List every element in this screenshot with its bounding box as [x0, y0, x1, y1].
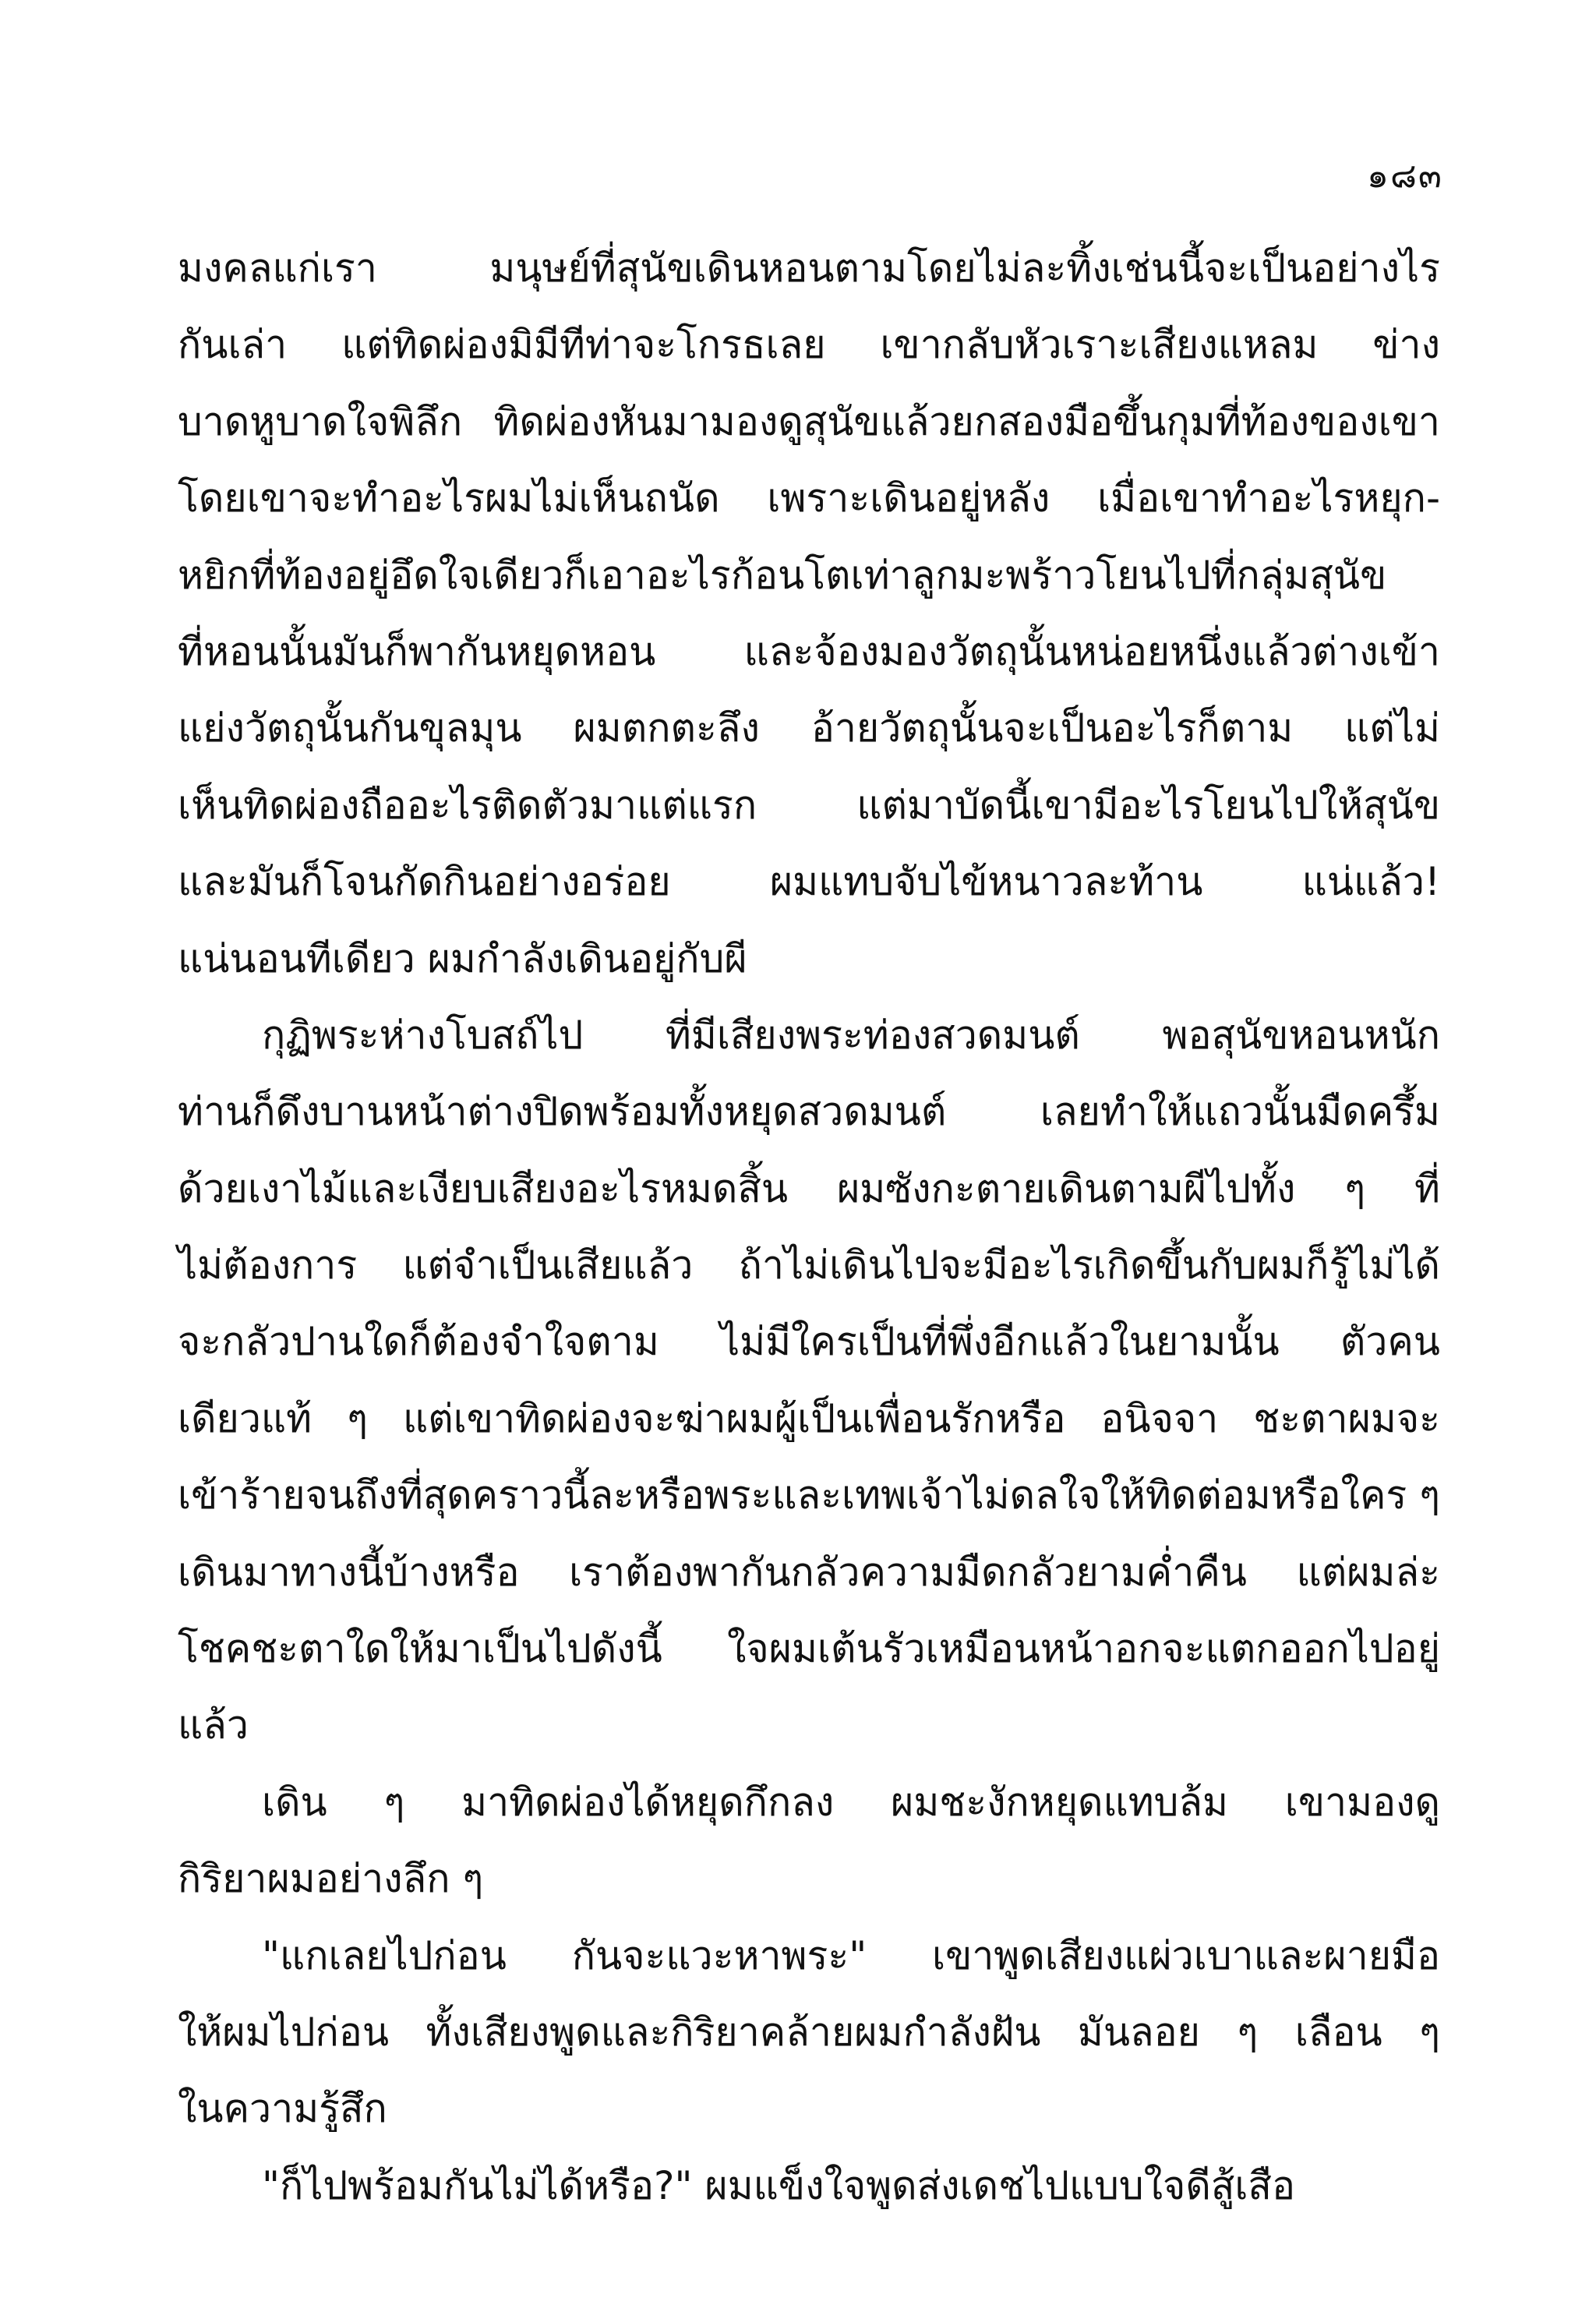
dialogue-line: "แกเลยไปก่อน กันจะแวะหาพระ" เขาพูดเสียงแผ่วเบาและผายมือ [262, 1932, 1440, 1978]
text-line: กิริยาผมอย่างลึก ๆ [178, 1856, 484, 1902]
text-line: แย่งวัตถุนั้นกันขุลมุน ผมตกตะลึง อ้ายวัตถุนั้นจะเป็นอะไรก็ตาม แต่ไม่ [178, 705, 1440, 751]
text-line: เดียวแท้ ๆ แต่เขาทิดผ่องจะฆ่าผมผู้เป็นเพื่อนรักหรือ อนิจจา ชะตาผมจะ [178, 1395, 1440, 1441]
body-text [178, 230, 1440, 2224]
dialogue-line: "ก็ไปพร้อมกันไม่ได้หรือ?" ผมแข็งใจพูดส่งเดชไปแบบใจดีสู้เสือ [262, 2162, 1295, 2208]
text-line: ไม่ต้องการ แต่จำเป็นเสียแล้ว ถ้าไม่เดินไปจะมีอะไรเกิดขึ้นกับผมก็รู้ไม่ได้ [178, 1243, 1440, 1289]
text-line: เดินมาทางนี้บ้างหรือ เราต้องพากันกลัวความมืดกลัวยามค่ำคืน แต่ผมล่ะ [178, 1549, 1440, 1595]
text-line: บาดหูบาดใจพิลึก ทิดผ่องหันมามองดูสุนัขแล้วยกสองมือขึ้นกุมที่ท้องของเขา [178, 398, 1440, 444]
text-line: หยิกที่ท้องอยู่อึดใจเดียวก็เอาอะไรก้อนโตเท่าลูกมะพร้าวโยนไปที่กลุ่มสุนัข [178, 552, 1387, 598]
text-line: โชคชะตาใดให้มาเป็นไปดังนี้ ใจผมเต้นรัวเหมือนหน้าอกจะแตกออกไปอยู่ [178, 1626, 1440, 1672]
text-line: ในความรู้สึก [178, 2086, 387, 2132]
text-line: แล้ว [178, 1702, 249, 1748]
text-line: แน่นอนทีเดียว ผมกำลังเดินอยู่กับผี [178, 935, 747, 981]
paragraph-first-line: เดิน ๆ มาทิดผ่องได้หยุดกึกลง ผมชะงักหยุดแทบล้ม เขามองดู [262, 1779, 1440, 1825]
text-line: จะกลัวปานใดก็ต้องจำใจตาม ไม่มีใครเป็นที่พึ่งอีกแล้วในยามนั้น ตัวคน [178, 1319, 1440, 1365]
text-line: และมันก็โจนกัดกินอย่างอร่อย ผมแทบจับไข้หนาวละท้าน แน่แล้ว! [178, 859, 1440, 905]
text-line: กันเล่า แต่ทิดผ่องมิมีทีท่าจะโกรธเลย เขากลับหัวเราะเสียงแหลม ข่าง [178, 322, 1440, 368]
text-line: เข้าร้ายจนถึงที่สุดคราวนี้ละหรือพระและเทพเจ้าไม่ดลใจให้ทิดต่อมหรือใคร ๆ [178, 1472, 1441, 1518]
page-number: ๑๘๓ [1367, 156, 1443, 196]
text-line: มงคลแก่เรา มนุษย์ที่สุนัขเดินหอนตามโดยไม่ละทิ้งเช่นนี้จะเป็นอย่างไร [178, 246, 1440, 291]
text-line: ที่หอนนั้นมันก็พากันหยุดหอน และจ้องมองวัตถุนั้นหน่อยหนึ่งแล้วต่างเข้า [178, 628, 1440, 674]
paragraph-first-line: กุฏิพระห่างโบสถ์ไป ที่มีเสียงพระท่องสวดมนต์ พอสุนัขหอนหนัก [262, 1012, 1440, 1058]
text-line: ด้วยเงาไม้และเงียบเสียงอะไรหมดสิ้น ผมซังกะตายเดินตามผีไปทั้ง ๆ ที่ [178, 1165, 1440, 1211]
text-line: โดยเขาจะทำอะไรผมไม่เห็นถนัด เพราะเดินอยู่หลัง เมื่อเขาทำอะไรหยุก- [178, 475, 1440, 521]
text-line: ท่านก็ดึงบานหน้าต่างปิดพร้อมทั้งหยุดสวดมนต์ เลยทำให้แถวนั้นมืดครึ้ม [178, 1089, 1440, 1135]
text-line: ให้ผมไปก่อน ทั้งเสียงพูดและกิริยาคล้ายผมกำลังฝัน มันลอย ๆ เลือน ๆ [178, 2009, 1440, 2055]
text-line: เห็นทิดผ่องถืออะไรติดตัวมาแต่แรก แต่มาบัดนี้เขามีอะไรโยนไปให้สุนัข [178, 782, 1440, 828]
